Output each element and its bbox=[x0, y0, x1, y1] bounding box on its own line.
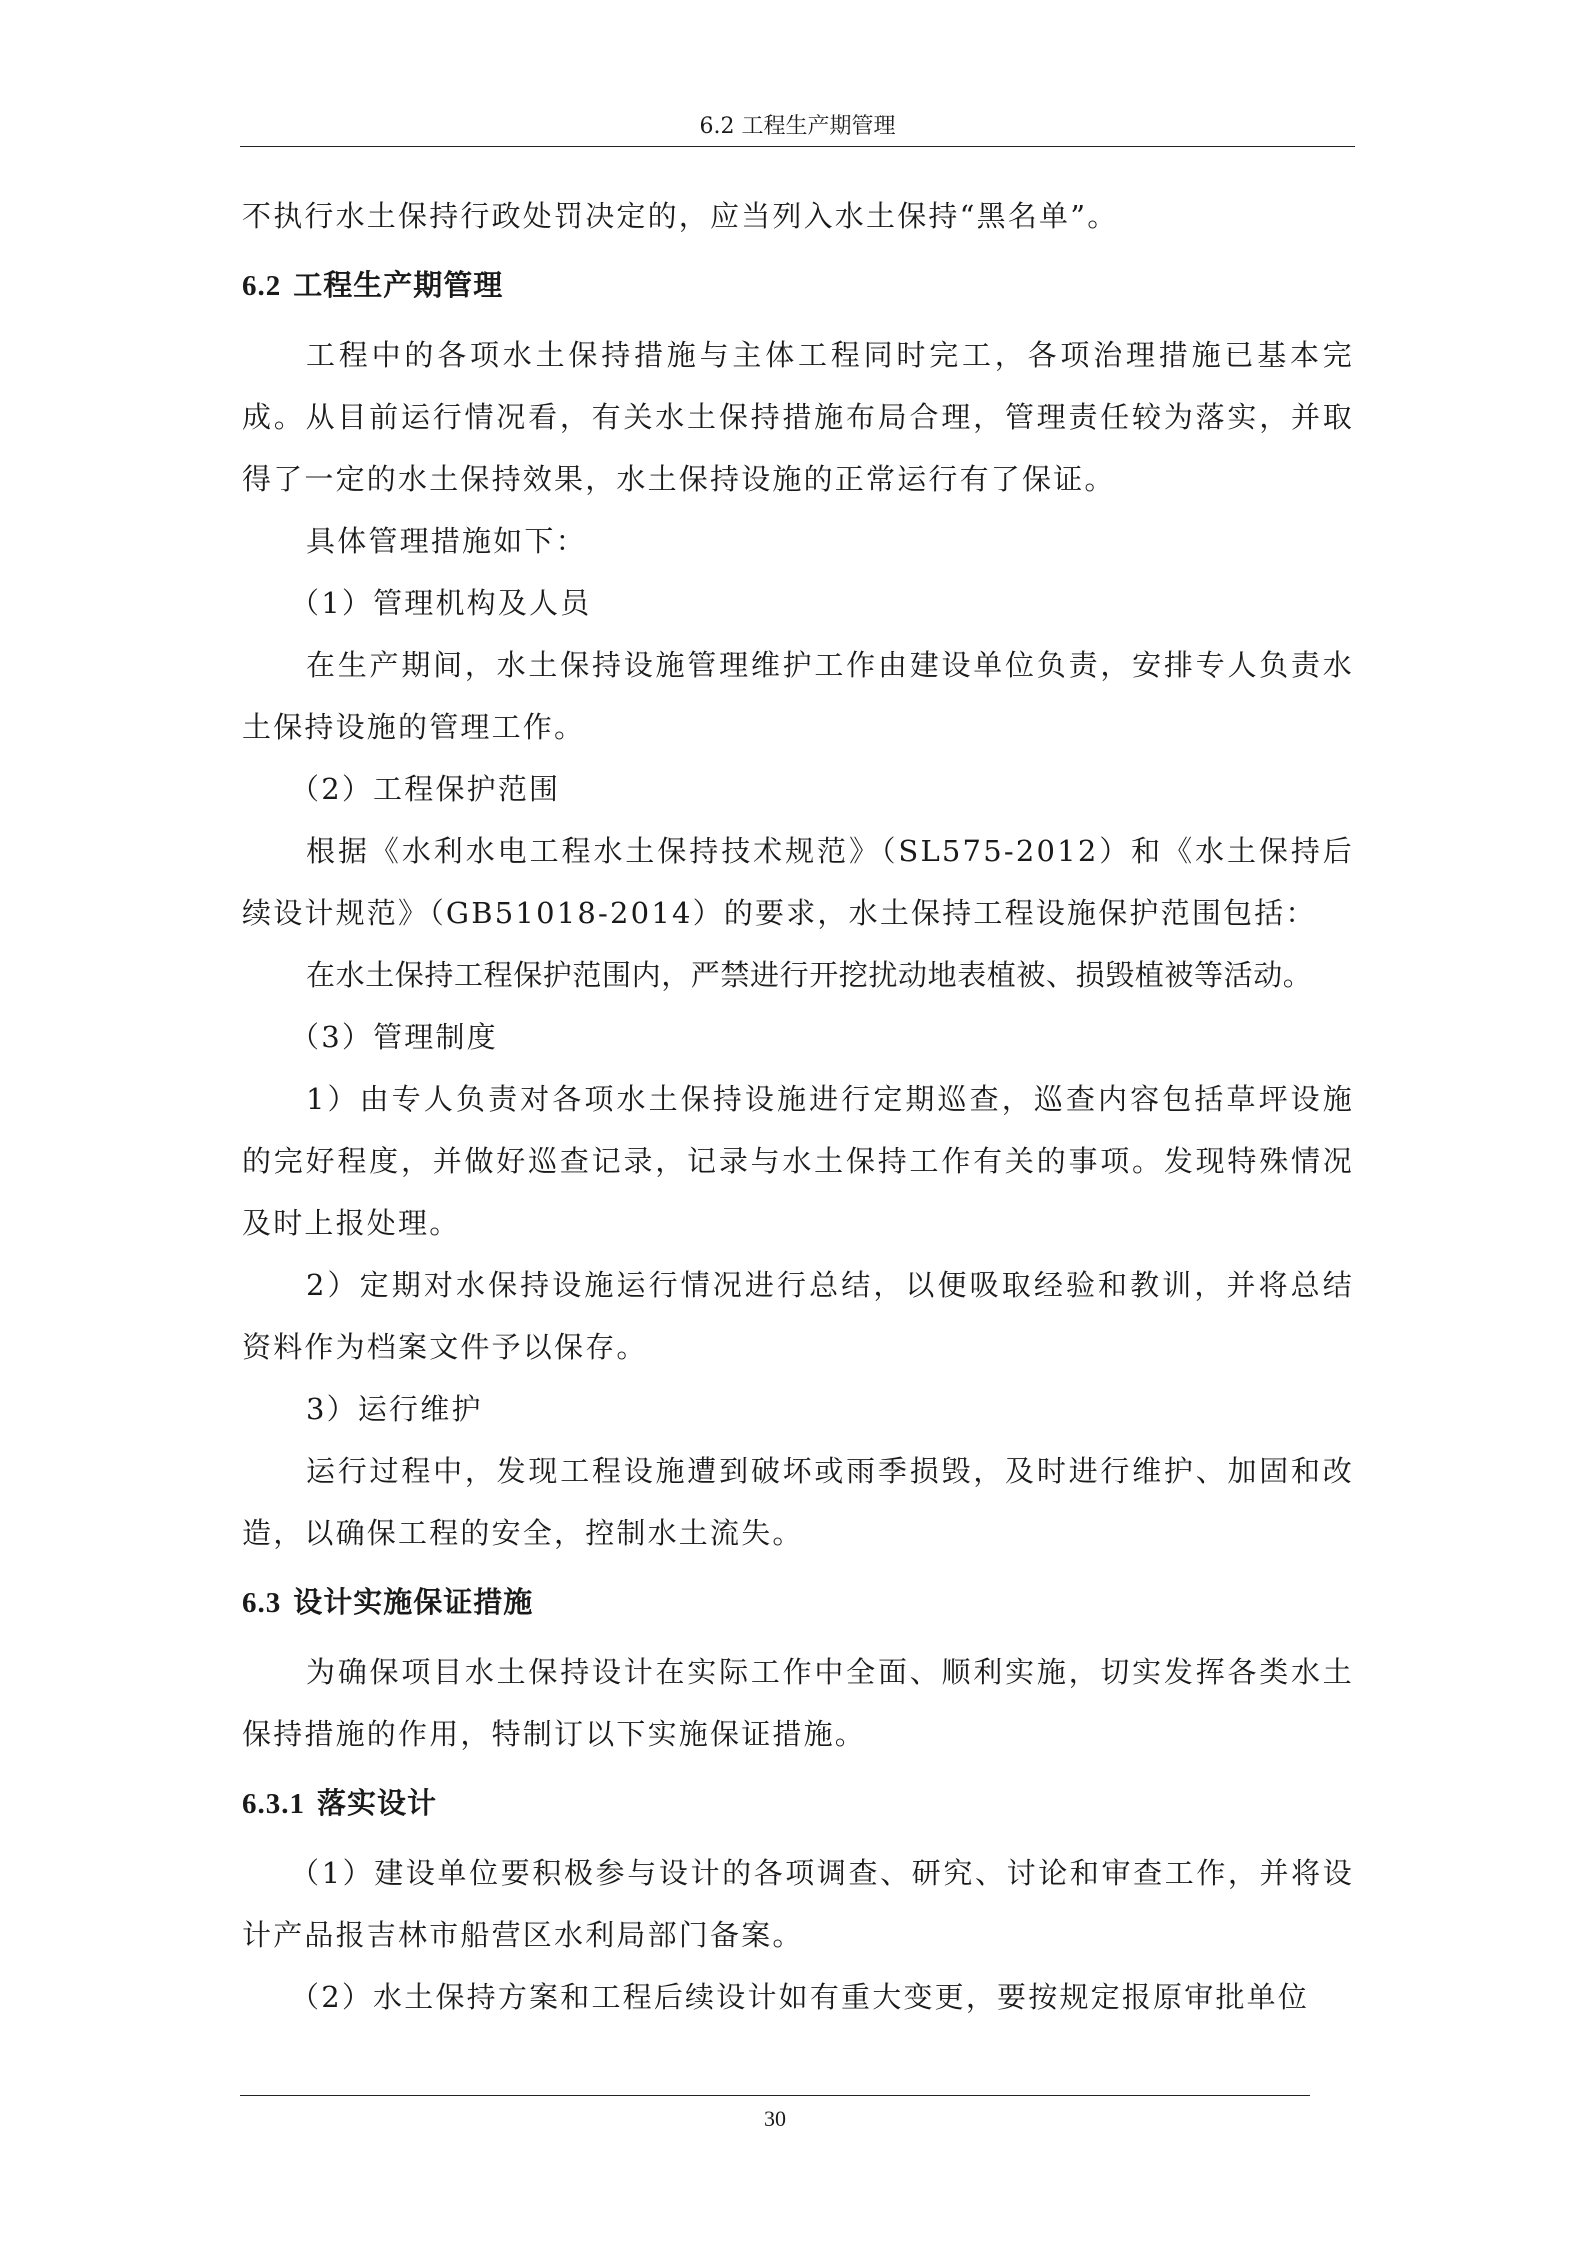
section-number: 6.3 bbox=[242, 1587, 282, 1619]
paragraph: 工程中的各项水土保持措施与主体工程同时完工，各项治理措施已基本完成。从目前运行情况看，有关水土保持措施布局合理，管理责任较为落实，并取得了一定的水土保持效果，水土保持设施的正常运行有了保证。 bbox=[242, 338, 1354, 496]
section-title: 落实设计 bbox=[317, 1786, 438, 1820]
page-content bbox=[242, 185, 1354, 2028]
footer-divider bbox=[240, 2095, 1310, 2096]
paragraph: 2）定期对水保持设施运行情况进行总结，以便吸取经验和教训，并将总结资料作为档案文件予以保存。 bbox=[242, 1268, 1354, 1364]
section-heading-6-3 bbox=[242, 1564, 1354, 1641]
list-heading: （2）工程保护范围 bbox=[290, 772, 561, 806]
section-number: 6.2 bbox=[242, 270, 282, 302]
paragraph: 在生产期间，水土保持设施管理维护工作由建设单位负责，安排专人负责水土保持设施的管理工作。 bbox=[242, 648, 1354, 744]
page-number: 30 bbox=[764, 2106, 786, 2131]
list-heading: （1）管理机构及人员 bbox=[290, 586, 592, 620]
section-title: 设计实施保证措施 bbox=[293, 1585, 534, 1619]
paragraph: 不执行水土保持行政处罚决定的，应当列入水土保持“黑名单”。 bbox=[242, 199, 1119, 233]
paragraph: 1）由专人负责对各项水土保持设施进行定期巡查，巡查内容包括草坪设施的完好程度，并做好巡查记录，记录与水土保持工作有关的事项。发现特殊情况及时上报处理。 bbox=[242, 1082, 1354, 1240]
paragraph: 运行过程中，发现工程设施遭到破坏或雨季损毁，及时进行维护、加固和改造，以确保工程的安全，控制水土流失。 bbox=[242, 1454, 1354, 1550]
paragraph: （1）建设单位要积极参与设计的各项调查、研究、讨论和审查工作，并将设计产品报吉林市船营区水利局部门备案。 bbox=[242, 1856, 1354, 1952]
section-number: 6.3.1 bbox=[242, 1788, 305, 1820]
paragraph: 为确保项目水土保持设计在实际工作中全面、顺利实施，切实发挥各类水土保持措施的作用，特制订以下实施保证措施。 bbox=[242, 1655, 1354, 1751]
running-header: 6.2 工程生产期管理 bbox=[699, 114, 896, 139]
section-title: 工程生产期管理 bbox=[293, 268, 504, 302]
paragraph: 具体管理措施如下： bbox=[306, 524, 587, 558]
header-divider bbox=[240, 146, 1355, 147]
section-heading-6-2 bbox=[242, 247, 1354, 324]
list-heading: （3）管理制度 bbox=[290, 1020, 498, 1054]
paragraph: 根据《水利水电工程水土保持技术规范》（SL575-2012）和《水土保持后续设计规范》（GB51018-2014）的要求，水土保持工程设施保护范围包括： bbox=[242, 834, 1354, 930]
section-heading-6-3-1 bbox=[242, 1765, 1354, 1842]
paragraph: 在水土保持工程保护范围内，严禁进行开挖扰动地表植被、损毁植被等活动。 bbox=[306, 958, 1313, 992]
list-heading: 3）运行维护 bbox=[306, 1392, 483, 1426]
paragraph: （2）水土保持方案和工程后续设计如有重大变更，要按规定报原审批单位 bbox=[290, 1980, 1310, 2014]
